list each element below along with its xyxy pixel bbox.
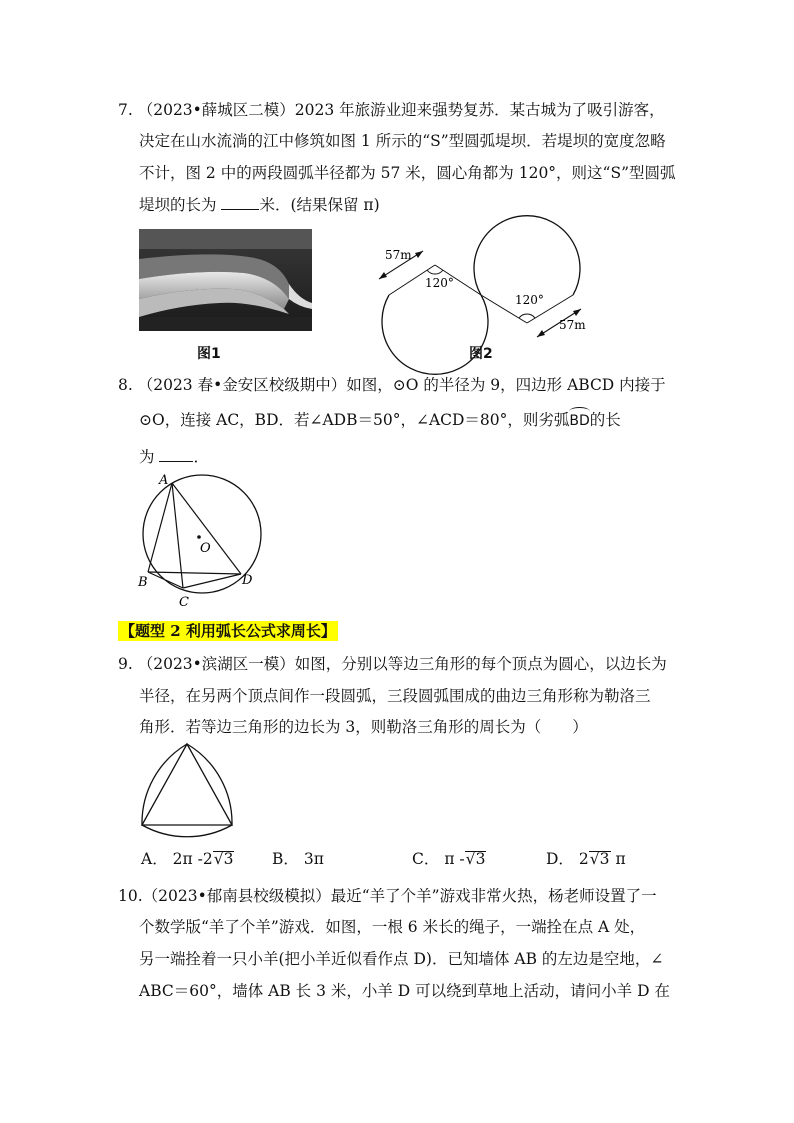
option-d-root: √3 [589,850,610,868]
option-c-root: √3 [465,850,486,868]
q7-line-4 [139,195,380,215]
q8-circle-figure [132,470,272,610]
option-b-label: B． [272,850,299,868]
q8-line-3-prefix: 为 [139,448,155,466]
fig2-radius-label-1: 57m [385,248,412,262]
q7-answer-blank[interactable] [221,195,259,210]
q10-line-2: 个数学版“羊了个羊”游戏．如图，一根 6 米长的绳子，一端拴在点 A 处， [139,918,646,936]
side-cd [183,574,241,588]
side-bc [148,572,183,588]
option-c-label: C． [412,850,440,868]
option-a-label: A． [141,850,168,868]
q9-line-2: 半径，在另两个顶点间作一段圆弧，三段圆弧围成的曲边三角形称为勒洛三 [139,687,651,705]
fig2-s-arc-diagram [365,237,605,347]
fig2-caption: 图2 [469,346,493,362]
label-a: A [159,473,169,488]
right-angle-mark [519,314,535,318]
q8-arc-symbol: BD [569,413,590,429]
q10-line-3: 另一端拴着一只小羊(把小羊近似看作点 D)．已知墙体 AB 的左边是空地，∠ [139,950,664,968]
center-dot [197,535,201,539]
option-a-text: 2π -2 [172,850,213,868]
q9-option-d[interactable] [546,849,626,869]
q8-line-3-suffix: ． [193,448,209,466]
equilateral-triangle [142,744,232,825]
left-angle-mark [427,270,443,274]
reuleaux-arcs [142,744,232,837]
option-a-root: √3 [213,850,234,868]
q8-answer-blank[interactable] [159,447,193,462]
right-arrowhead-bottom [537,330,545,337]
q7-line-1: 7. （2023•薛城区二模）2023 年旅游业迎来强势复苏．某古城为了吸引游客， [118,101,665,119]
q10-line-1: 10.（2023•郁南县校级模拟）最近“羊了个羊”游戏非常火热，杨老师设置了一 [118,887,657,905]
fig2-angle-label-2: 120° [515,293,544,307]
fig1-caption: 图1 [197,346,221,362]
option-b-text: 3π [303,850,324,868]
q8-line-2-prefix: ⊙O，连接 AC，BD．若∠ADB＝50°，∠ACD＝80°，则劣弧 [139,411,570,429]
fig2-angle-label-1: 120° [425,276,454,290]
q9-line-1: 9. （2023•滨湖区一模）如图，分别以等边三角形的每个顶点为圆心，以边长为 [118,655,667,673]
q9-option-a[interactable] [141,849,234,869]
fig2-radius-label-2: 57m [559,318,586,332]
right-arc [474,216,580,295]
label-o: O [200,541,211,556]
q8-line-1: 8. （2023 春•金安区校级期中）如图，⊙O 的半径为 9，四边形 ABCD 内接于 [118,376,666,394]
q9-reuleaux-triangle [135,738,245,848]
side-ab [148,483,172,572]
option-c-text: π - [444,850,465,868]
q9-line-3: 角形．若等边三角形的边长为 3，则勒洛三角形的周长为（ ） [139,718,588,736]
right-arrowhead-top [573,309,581,316]
label-c: C [179,595,189,610]
side-ad [172,483,241,574]
left-arrowhead-top [415,251,423,258]
q9-option-b[interactable] [272,849,324,869]
q10-line-4: ABC＝60°，墙体 AB 长 3 米，小羊 D 可以绕到草地上活动，请问小羊 D 在 [139,982,670,1000]
q7-line-2: 决定在山水流淌的江中修筑如图 1 所示的“S”型圆弧堤坝．若堤坝的宽度忽略 [139,132,666,150]
fig1-dam-photo [139,229,312,331]
option-d-text: 2 [578,850,589,868]
q7-line-4-suffix: 米．(结果保留 π) [259,196,380,214]
left-arrowhead-bottom [379,272,387,279]
diagonal-bd [148,572,241,574]
q8-line-2 [139,410,621,431]
q8-line-2-suffix: 的长 [589,411,621,429]
label-d: D [242,573,253,588]
section-banner: 【题型 2 利用弧长公式求周长】 [120,622,336,640]
option-d-suffix: π [610,850,626,868]
q7-line-3: 不计，图 2 中的两段圆弧半径都为 57 米，圆心角都为 120°，则这“S”型圆弧 [139,164,676,182]
label-b: B [138,575,148,590]
option-d-label: D． [546,850,574,868]
q8-line-3 [139,447,209,467]
q9-option-c[interactable] [412,849,486,869]
q7-line-4-prefix: 堤坝的长为 [139,196,217,214]
